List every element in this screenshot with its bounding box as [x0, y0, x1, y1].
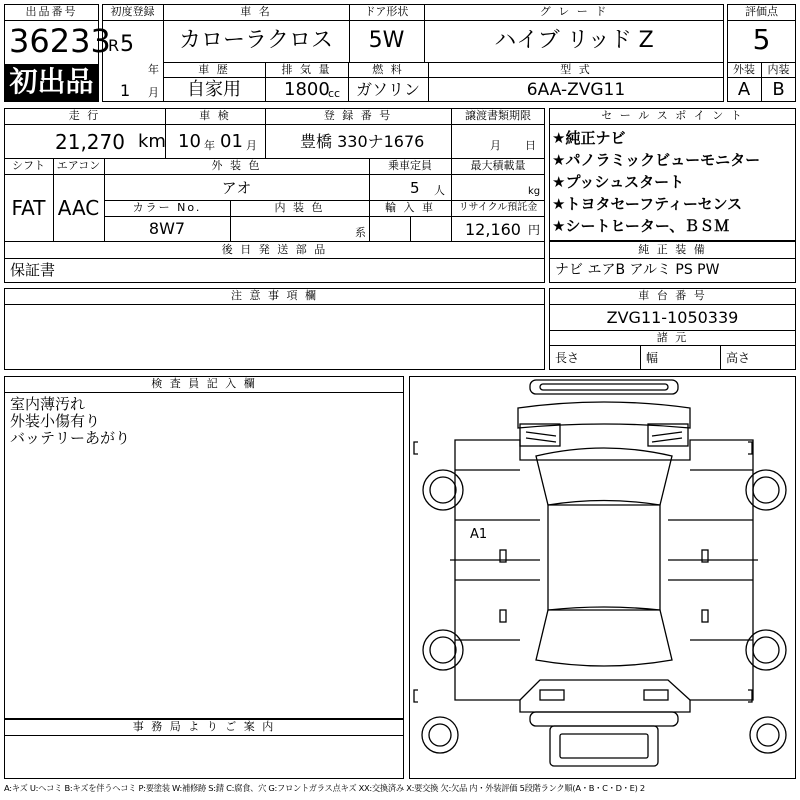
displacement-label: 排 気 量: [281, 63, 332, 76]
shift-label: シフト: [12, 159, 45, 172]
inspector-line-1: 室内薄汚れ: [10, 395, 86, 413]
width-label: 幅: [646, 351, 659, 365]
insp-year-unit: 年: [204, 139, 215, 152]
lot-label: 出品番号: [25, 5, 78, 18]
door-label: ドア形状: [364, 5, 409, 18]
sales-points-label: セ ー ル ス ポ イ ン ト: [601, 109, 744, 122]
plate-number: 豊橋 330ナ1676: [300, 132, 425, 151]
year-unit: 年: [148, 63, 159, 76]
history: 自家用: [187, 79, 241, 100]
inspection-label: 車 検: [199, 109, 231, 122]
int-color-unit: 系: [355, 226, 366, 239]
mileage-unit: km: [138, 131, 166, 152]
interior-label: 内装: [767, 63, 790, 76]
capacity-unit: 人: [434, 184, 445, 197]
inspector-line-2: 外装小傷有り: [10, 412, 101, 430]
later-parts-label: 後 日 発 送 部 品: [221, 243, 328, 256]
lot-number: 36233: [9, 22, 111, 60]
sales-point-5: ★シートヒーター、ＢＳＭ: [552, 217, 730, 235]
spec-label: 諸 元: [656, 331, 689, 344]
recycle-unit: 円: [528, 223, 541, 237]
displacement-unit: cc: [328, 87, 341, 100]
grade: ハイブ リッド Z: [494, 28, 654, 53]
sales-point-4: ★トヨタセーフティーセンス: [552, 195, 743, 213]
equipment-items: ナビ エアB アルミ PS PW: [555, 262, 720, 278]
sales-point-2: ★パノラミックビューモニター: [552, 151, 761, 169]
era-letter: R: [108, 36, 120, 55]
capacity-label: 乗車定員: [388, 159, 432, 172]
first-listing-text: 初出品: [9, 65, 94, 98]
int-color-label: 内 装 色: [274, 201, 325, 214]
notes-label: 注 意 事 項 欄: [231, 289, 318, 302]
color: アオ: [221, 179, 252, 197]
model-label: 型 式: [560, 63, 592, 76]
later-parts: 保証書: [10, 261, 56, 279]
displacement: 1800: [284, 79, 330, 100]
grade-label: グ レ ー ド: [539, 5, 609, 18]
first-reg-label: 初度登録: [110, 5, 155, 18]
interior-grade: B: [772, 79, 785, 100]
car-diagram-box: [409, 376, 796, 779]
import-label: 輸 入 車: [385, 201, 435, 214]
length-label: 長さ: [555, 351, 580, 365]
model: 6AA-ZVG11: [526, 80, 626, 100]
load-unit: kg: [528, 186, 541, 197]
shift: FAT: [11, 196, 46, 220]
reg-year: 5: [120, 32, 134, 57]
car-name-label: 車 名: [240, 5, 272, 18]
fuel: ガソリン: [355, 80, 420, 99]
reg-month: 1: [120, 81, 131, 100]
month-unit: 月: [148, 86, 159, 99]
chassis-number: ZVG11-1050339: [606, 308, 739, 327]
insp-month-unit: 月: [246, 139, 257, 152]
score-label: 評価点: [745, 5, 778, 18]
insp-month: 01: [220, 131, 243, 152]
exterior-label: 外装: [733, 63, 755, 76]
color-no-label: カラー No.: [132, 201, 202, 214]
mileage: 21,270: [55, 130, 125, 154]
sales-point-3: ★プッシュスタート: [552, 173, 685, 191]
height-label: 高さ: [726, 351, 751, 365]
capacity: 5: [410, 179, 420, 197]
chassis-label: 車 台 番 号: [638, 289, 707, 302]
inspector-line-3: バッテリーあがり: [10, 429, 131, 447]
color-label: 外 装 色: [211, 159, 262, 172]
office-label: 事 務 局 よ り ご 案 内: [132, 720, 276, 733]
transfer-day-unit: 日: [525, 139, 536, 152]
equipment-label: 純 正 装 備: [638, 243, 707, 256]
legend-footer: A:キズ U:ヘコミ B:キズを伴うヘコミ P:要塗装 W:補修跡 S:錆 C:腐食、穴 G:フロントガラス点キズ XX:交換済み X:要交換 欠:欠品 内・外装評価 5段階ランク順(A・B・C・D・E) 2: [4, 783, 645, 793]
score: 5: [752, 23, 771, 56]
insp-year: 10: [178, 131, 201, 152]
ac: AAC: [57, 196, 100, 220]
car-name: カローラクロス: [178, 28, 333, 53]
inspector-label: 検 査 員 記 入 欄: [151, 377, 257, 390]
ac-label: エアコン: [56, 159, 101, 172]
mileage-label: 走 行: [68, 109, 101, 122]
transfer-label: 譲渡書類期限: [465, 109, 531, 122]
load-label: 最大積載量: [470, 159, 526, 172]
recycle-label: リサイクル預託金: [458, 202, 538, 213]
history-label: 車 歴: [198, 63, 230, 76]
damage-mark-a1: A1: [470, 527, 488, 542]
sales-point-1: ★純正ナビ: [552, 129, 626, 147]
plate-label: 登 録 番 号: [323, 109, 393, 122]
color-no: 8W7: [148, 219, 186, 238]
door-type: 5W: [368, 28, 405, 53]
fuel-label: 燃 料: [372, 63, 404, 76]
recycle-amount: 12,160: [465, 220, 521, 239]
transfer-month-unit: 月: [490, 139, 501, 152]
exterior-grade: A: [737, 79, 751, 100]
